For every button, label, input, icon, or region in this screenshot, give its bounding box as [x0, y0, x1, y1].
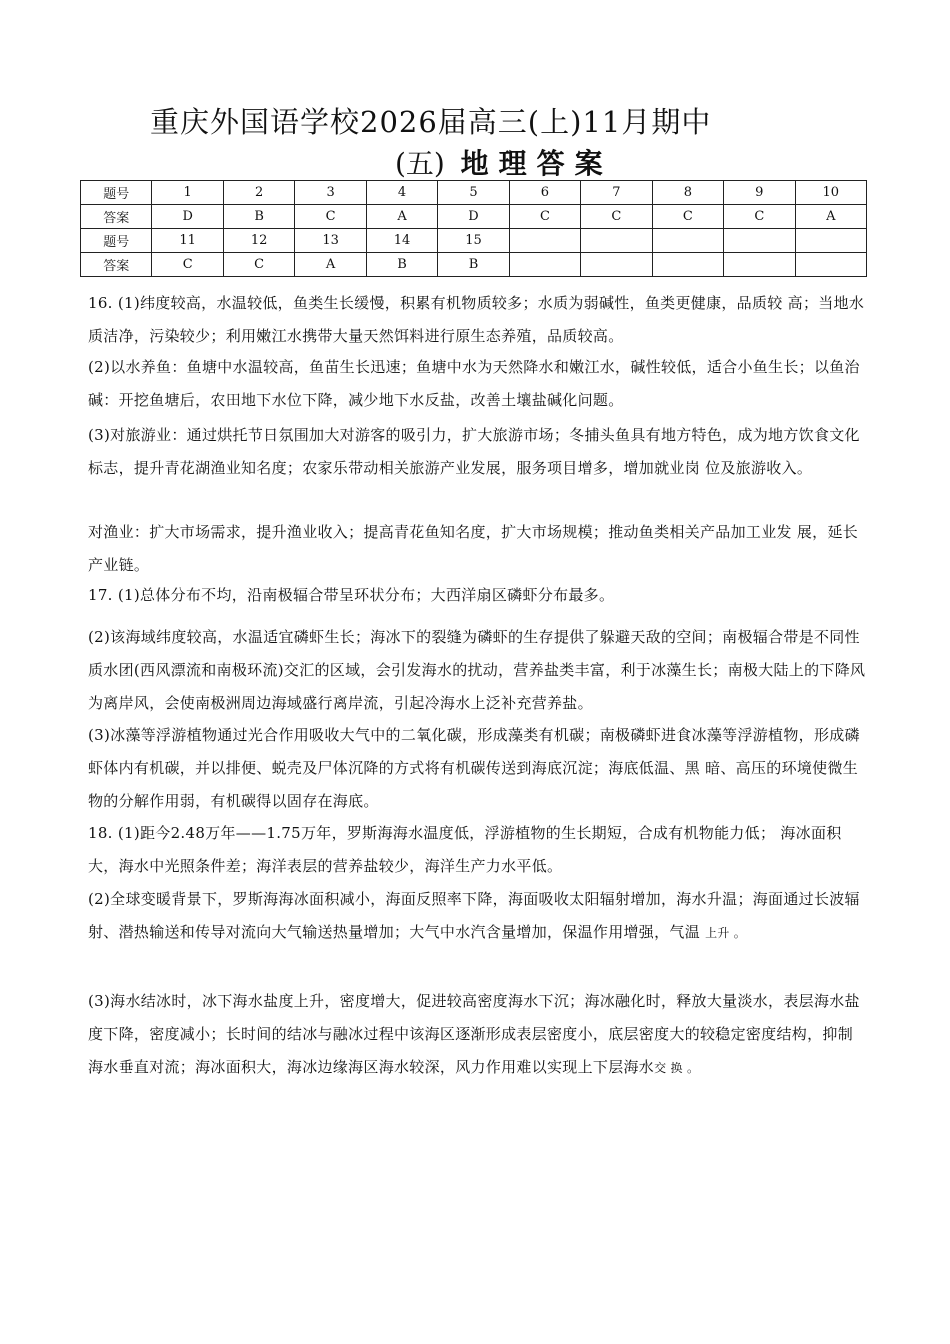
- table-cell: [581, 229, 652, 253]
- table-cell: 11: [152, 229, 223, 253]
- answer-18-2: [88, 883, 868, 950]
- subtitle-main: 地理答案: [460, 147, 613, 180]
- table-cell: 8: [652, 181, 723, 205]
- table-cell: A: [795, 205, 866, 229]
- document-title: 重庆外国语学校2026届高三(上)11月期中: [150, 105, 712, 139]
- table-cell: 13: [295, 229, 366, 253]
- row-label: 题号: [81, 229, 152, 253]
- table-cell: C: [509, 205, 580, 229]
- table-row: [81, 181, 867, 205]
- answer-table: [80, 180, 867, 277]
- answer-18-1: 18. (1)距今2.48万年——1.75万年，罗斯海海水温度低，浮游植物的生长期短，合成有机物能力低； 海冰面积大，海水中光照条件差；海洋表层的营养盐较少，海洋生产力水平低。: [88, 824, 842, 875]
- table-cell: 9: [724, 181, 795, 205]
- row-label: 答案: [81, 205, 152, 229]
- answer-18-2-tail: 上升 。: [705, 926, 747, 940]
- table-cell: B: [223, 205, 294, 229]
- table-cell: [795, 253, 866, 277]
- table-cell: 12: [223, 229, 294, 253]
- table-cell: D: [438, 205, 509, 229]
- table-cell: C: [581, 205, 652, 229]
- table-cell: C: [152, 253, 223, 277]
- answer-16-1: 16. (1)纬度较高，水温较低，鱼类生长缓慢，积累有机物质较多；水质为弱碱性，鱼类更健康，品质较 高；当地水质洁净，污染较少；利用嫩江水携带大量天然饵料进行原生态养殖，品质较高。: [88, 294, 865, 345]
- answer-17-3: (3)冰藻等浮游植物通过光合作用吸收大气中的二氧化碳，形成藻类有机碳；南极磷虾进食冰藻等浮游植物，形成磷虾体内有机碳，并以排便、蜕壳及尸体沉降的方式将有机碳传送到海底沉淀；海底低温、黑 暗、高压的环境使微生物的分解作用弱，有机碳得以固存在海底。: [88, 726, 860, 810]
- answer-18-3-main: (3)海水结冰时，冰下海水盐度上升，密度增大，促进较高密度海水下沉；海冰融化时，释放大量淡水，表层海水盐度下降，密度减小；长时间的结冰与融冰过程中该海区逐渐形成表层密度小，底层密度大的较稳定密度结构，抑制海水垂直对流；海冰面积大，海冰边缘海区海水较深，风力作用难以实现上下层海水: [88, 992, 860, 1076]
- table-cell: D: [152, 205, 223, 229]
- table-row: [81, 205, 867, 229]
- subtitle-prefix: (五): [395, 147, 445, 180]
- row-label: 答案: [81, 253, 152, 277]
- table-row: [81, 253, 867, 277]
- answer-18-2-main: (2)全球变暖背景下，罗斯海海冰面积减小，海面反照率下降，海面吸收太阳辐射增加，海水升温；海面通过长波辐射、潜热输送和传导对流向大气输送热量增加；大气中水汽含量增加，保温作用增强，气温: [88, 890, 860, 941]
- table-cell: 15: [438, 229, 509, 253]
- table-cell: 3: [295, 181, 366, 205]
- table-cell: C: [223, 253, 294, 277]
- table-cell: [652, 253, 723, 277]
- answer-16-2: (2)以水养鱼：鱼塘中水温较高，鱼苗生长迅速；鱼塘中水为天然降水和嫩江水，碱性较低，适合小鱼生长；以鱼治碱：开挖鱼塘后，农田地下水位下降，减少地下水反盐，改善土壤盐碱化问题。: [88, 358, 860, 409]
- table-cell: C: [724, 205, 795, 229]
- table-cell: B: [366, 253, 437, 277]
- table-cell: 14: [366, 229, 437, 253]
- table-cell: 5: [438, 181, 509, 205]
- answer-16-3: (3)对旅游业：通过烘托节日氛围加大对游客的吸引力，扩大旅游市场；冬捕头鱼具有地方特色，成为地方饮食文化标志，提升青花湖渔业知名度；农家乐带动相关旅游产业发展，服务项目增多，增加就业岗 位及旅游收入。: [88, 426, 860, 477]
- table-row: [81, 229, 867, 253]
- table-cell: A: [366, 205, 437, 229]
- table-cell: [509, 253, 580, 277]
- table-cell: B: [438, 253, 509, 277]
- table-cell: C: [295, 205, 366, 229]
- table-cell: 2: [223, 181, 294, 205]
- table-cell: C: [652, 205, 723, 229]
- table-cell: A: [295, 253, 366, 277]
- table-cell: [795, 229, 866, 253]
- table-cell: [581, 253, 652, 277]
- answer-18-3: [88, 985, 868, 1085]
- row-label: 题号: [81, 181, 152, 205]
- answer-16-3-fishery: 对渔业：扩大市场需求，提升渔业收入；提高青花鱼知名度，扩大市场规模；推动鱼类相关产品加工业发 展，延长产业链。: [88, 523, 859, 574]
- answer-18-3-tail: 交 换 。: [654, 1061, 700, 1075]
- document-subtitle: [395, 142, 613, 182]
- table-cell: 4: [366, 181, 437, 205]
- table-cell: [509, 229, 580, 253]
- answer-17-1: 17. (1)总体分布不均，沿南极辐合带呈环状分布；大西洋扇区磷虾分布最多。: [88, 586, 615, 604]
- table-cell: 1: [152, 181, 223, 205]
- table-cell: [724, 229, 795, 253]
- table-cell: 6: [509, 181, 580, 205]
- table-cell: [652, 229, 723, 253]
- table-cell: 10: [795, 181, 866, 205]
- table-cell: [724, 253, 795, 277]
- answer-17-2: (2)该海域纬度较高，水温适宜磷虾生长；海冰下的裂缝为磷虾的生存提供了躲避天敌的空间；南极辐合带是不同性质水团(西风漂流和南极环流)交汇的区域，会引发海水的扰动，营养盐类丰富，利于冰藻生长；南极大陆上的下降风为离岸风，会使南极洲周边海域盛行离岸流，引起冷海水上泛补充营养盐。: [88, 628, 866, 712]
- table-cell: 7: [581, 181, 652, 205]
